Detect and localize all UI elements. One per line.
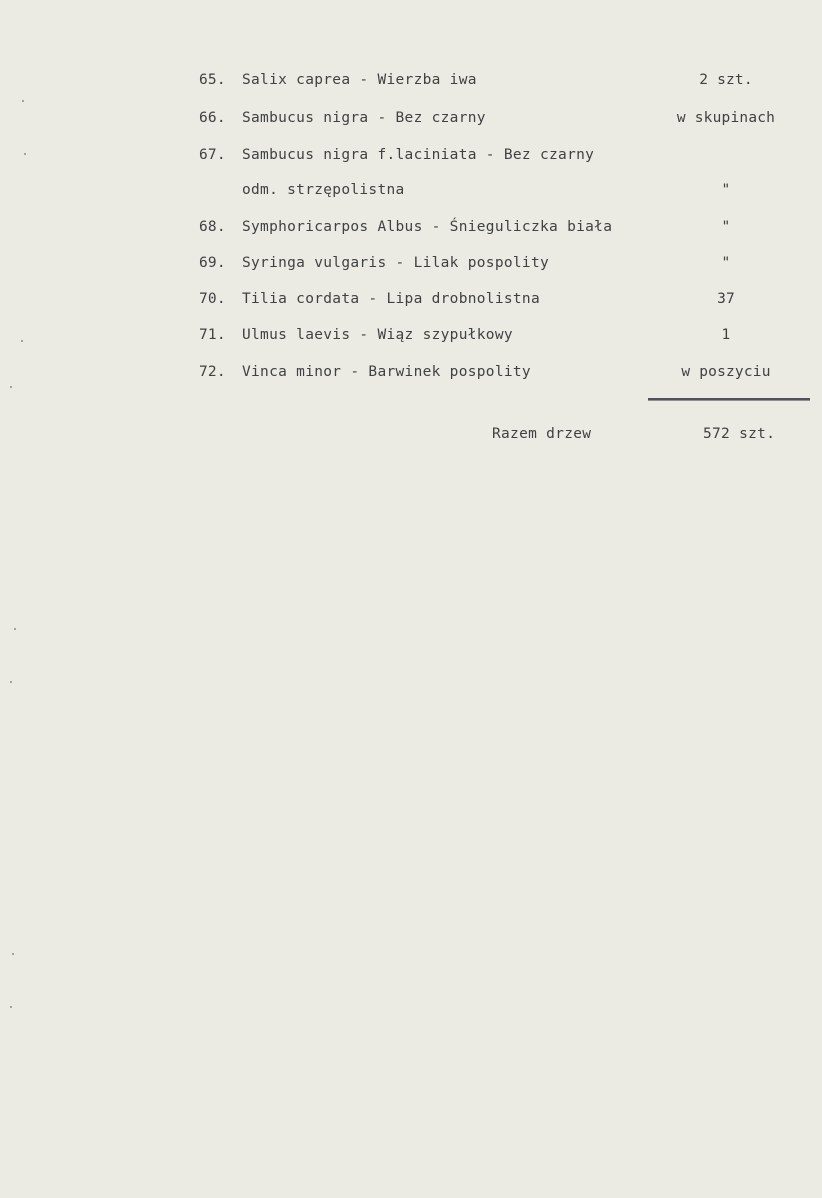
entry-quantity: 1 bbox=[721, 327, 731, 343]
scan-speck bbox=[10, 681, 12, 683]
entry-quantity: w skupinach bbox=[676, 110, 776, 126]
list-item bbox=[0, 249, 822, 277]
list-item bbox=[0, 285, 822, 313]
entry-number: 70. bbox=[199, 291, 226, 307]
list-item bbox=[0, 358, 822, 386]
entry-quantity: " bbox=[721, 182, 731, 198]
entry-number: 69. bbox=[199, 255, 226, 271]
list-item bbox=[0, 104, 822, 132]
scan-speck bbox=[22, 100, 24, 102]
entry-number: 72. bbox=[199, 364, 226, 380]
entry-number: 65. bbox=[199, 72, 226, 88]
list-item bbox=[0, 321, 822, 349]
scan-speck bbox=[14, 628, 16, 630]
list-item bbox=[0, 66, 822, 94]
entry-number: 67. bbox=[199, 147, 226, 163]
entry-quantity: 2 szt. bbox=[699, 72, 753, 88]
scan-speck bbox=[10, 386, 12, 388]
scan-speck bbox=[10, 1006, 12, 1008]
entry-text: Tilia cordata - Lipa drobnolistna bbox=[242, 291, 540, 307]
entry-quantity: " bbox=[721, 255, 731, 271]
entry-text: odm. strzępolistna bbox=[242, 182, 405, 198]
scan-speck bbox=[12, 953, 14, 955]
entry-text: Sambucus nigra f.laciniata - Bez czarny bbox=[242, 147, 595, 163]
entry-text: Ulmus laevis - Wiąz szypułkowy bbox=[242, 327, 513, 343]
total-label: Razem drzew bbox=[492, 426, 592, 442]
total-divider bbox=[648, 398, 810, 401]
entry-text: Syringa vulgaris - Lilak pospolity bbox=[242, 255, 550, 271]
entry-number: 68. bbox=[199, 219, 226, 235]
entry-text: Vinca minor - Barwinek pospolity bbox=[242, 364, 531, 380]
entry-text: Sambucus nigra - Bez czarny bbox=[242, 110, 486, 126]
list-item bbox=[0, 176, 822, 204]
entry-quantity: 37 bbox=[717, 291, 735, 307]
entry-text: Symphoricarpos Albus - Śnieguliczka biała bbox=[242, 219, 613, 235]
entry-quantity: " bbox=[721, 219, 731, 235]
list-item bbox=[0, 213, 822, 241]
entry-text: Salix caprea - Wierzba iwa bbox=[242, 72, 477, 88]
entry-quantity: w poszyciu bbox=[681, 364, 771, 380]
entry-number: 71. bbox=[199, 327, 226, 343]
scan-speck bbox=[21, 340, 23, 342]
entry-number: 66. bbox=[199, 110, 226, 126]
list-item bbox=[0, 141, 822, 169]
scan-speck bbox=[24, 153, 26, 155]
total-value: 572 szt. bbox=[703, 426, 776, 442]
